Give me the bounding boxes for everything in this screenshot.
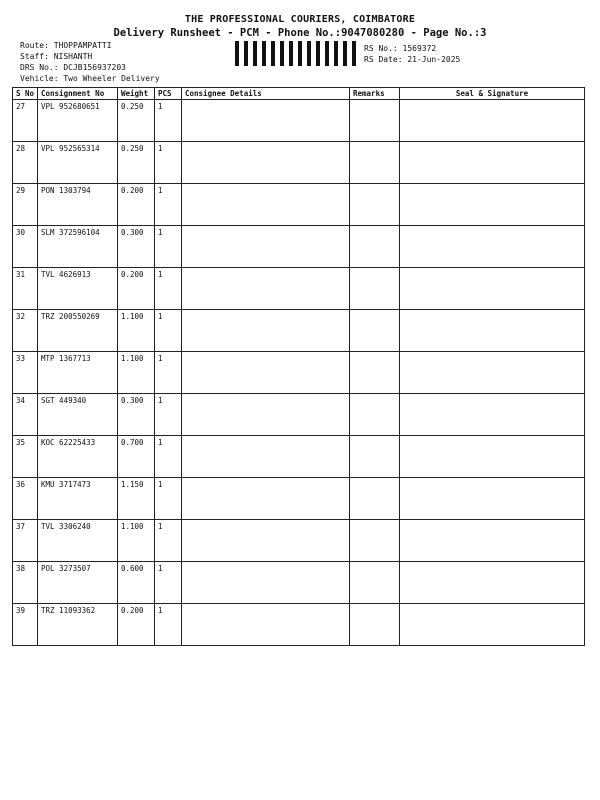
rs-number: RS No.: 1569372 (364, 44, 437, 53)
cell-sno: 34 (13, 394, 38, 436)
table-row (13, 268, 585, 310)
cell-seal (400, 352, 585, 394)
vehicle-label: Vehicle: Two Wheeler Delivery (20, 74, 160, 83)
cell-weight: 0.700 (118, 436, 155, 478)
barcode-bar (281, 41, 284, 66)
col-pcs: PCS (155, 88, 182, 100)
table-row (13, 142, 585, 184)
cell-consignment: SGT 449340 (38, 394, 118, 436)
barcode-bar (263, 41, 266, 66)
barcode-bar (352, 41, 353, 66)
barcode-bar (253, 41, 254, 66)
cell-consignee (182, 268, 350, 310)
barcode-bar (244, 41, 245, 66)
cell-consignee (182, 478, 350, 520)
barcode-bar (299, 41, 302, 66)
cell-pcs: 1 (155, 562, 182, 604)
cell-sno: 37 (13, 520, 38, 562)
table-row (13, 604, 585, 646)
cell-consignment: KOC 62225433 (38, 436, 118, 478)
cell-consignee (182, 100, 350, 142)
meta-right (364, 43, 460, 65)
cell-pcs: 1 (155, 604, 182, 646)
cell-remarks (350, 310, 400, 352)
meta-left (20, 40, 160, 84)
cell-weight: 1.100 (118, 520, 155, 562)
cell-consignment: VPL 952565314 (38, 142, 118, 184)
cell-consignee (182, 604, 350, 646)
col-consignment: Consignment No (38, 88, 118, 100)
barcode-bar (353, 41, 356, 66)
cell-sno: 39 (13, 604, 38, 646)
barcode-bar (280, 41, 281, 66)
cell-consignee (182, 310, 350, 352)
cell-seal (400, 478, 585, 520)
cell-weight: 0.250 (118, 142, 155, 184)
cell-remarks (350, 436, 400, 478)
cell-sno: 30 (13, 226, 38, 268)
barcode-bar (326, 41, 329, 66)
table-row (13, 226, 585, 268)
cell-remarks (350, 352, 400, 394)
cell-consignee (182, 436, 350, 478)
cell-consignment: TRZ 11093362 (38, 604, 118, 646)
cell-pcs: 1 (155, 436, 182, 478)
table-row (13, 184, 585, 226)
cell-consignee (182, 184, 350, 226)
cell-weight: 1.100 (118, 352, 155, 394)
barcode-bar (236, 41, 239, 66)
cell-consignee (182, 352, 350, 394)
runsheet-subtitle: Delivery Runsheet - PCM - Phone No.:9047080280 - Page No.:3 (113, 27, 487, 39)
cell-sno: 35 (13, 436, 38, 478)
table-row (13, 478, 585, 520)
col-sno: S No (13, 88, 38, 100)
cell-sno: 28 (13, 142, 38, 184)
cell-pcs: 1 (155, 184, 182, 226)
rs-date: RS Date: 21-Jun-2025 (364, 55, 461, 64)
cell-remarks (350, 604, 400, 646)
cell-remarks (350, 562, 400, 604)
col-consignee: Consignee Details (182, 88, 350, 100)
cell-seal (400, 520, 585, 562)
col-weight: Weight (118, 88, 155, 100)
barcode-bar (262, 41, 263, 66)
cell-remarks (350, 142, 400, 184)
table-row (13, 352, 585, 394)
cell-consignee (182, 394, 350, 436)
cell-seal (400, 562, 585, 604)
cell-remarks (350, 226, 400, 268)
cell-seal (400, 226, 585, 268)
cell-seal (400, 184, 585, 226)
barcode-bar (254, 41, 257, 66)
barcode-bar (290, 41, 293, 66)
cell-seal (400, 436, 585, 478)
cell-pcs: 1 (155, 100, 182, 142)
cell-weight: 0.200 (118, 184, 155, 226)
barcode-bar (317, 41, 320, 66)
route-label: Route: THOPPAMPATTI (20, 41, 112, 50)
table-row (13, 520, 585, 562)
cell-remarks (350, 520, 400, 562)
cell-seal (400, 310, 585, 352)
cell-consignee (182, 226, 350, 268)
cell-pcs: 1 (155, 226, 182, 268)
cell-sno: 32 (13, 310, 38, 352)
cell-remarks (350, 478, 400, 520)
cell-seal (400, 142, 585, 184)
cell-remarks (350, 394, 400, 436)
cell-pcs: 1 (155, 142, 182, 184)
drs-number: DRS No.: DCJB156937203 (20, 63, 126, 72)
cell-consignment: TRZ 200550269 (38, 310, 118, 352)
cell-weight: 0.600 (118, 562, 155, 604)
cell-weight: 1.100 (118, 310, 155, 352)
cell-pcs: 1 (155, 268, 182, 310)
cell-consignment: KMU 3717473 (38, 478, 118, 520)
barcode-bar (289, 41, 290, 66)
runsheet-table (12, 87, 585, 646)
barcode-bar (245, 41, 248, 66)
barcode-bar (271, 41, 272, 66)
barcode-bar (335, 41, 338, 66)
cell-seal (400, 604, 585, 646)
barcode-bar (308, 41, 311, 66)
cell-weight: 0.200 (118, 268, 155, 310)
cell-sno: 29 (13, 184, 38, 226)
cell-consignment: SLM 372596104 (38, 226, 118, 268)
cell-weight: 1.150 (118, 478, 155, 520)
cell-consignment: MTP 1367713 (38, 352, 118, 394)
cell-consignment: VPL 952680651 (38, 100, 118, 142)
barcode-bar (272, 41, 275, 66)
cell-remarks (350, 184, 400, 226)
cell-consignment: PON 1303794 (38, 184, 118, 226)
barcode-bar (307, 41, 308, 66)
barcode-bar (316, 41, 317, 66)
cell-consignment: TVL 4626913 (38, 268, 118, 310)
barcode-bar (344, 41, 347, 66)
cell-pcs: 1 (155, 478, 182, 520)
cell-consignment: TVL 3306240 (38, 520, 118, 562)
staff-label: Staff: NISHANTH (20, 52, 93, 61)
table-body (13, 100, 585, 646)
table-row (13, 394, 585, 436)
table-row (13, 562, 585, 604)
cell-pcs: 1 (155, 520, 182, 562)
cell-weight: 0.250 (118, 100, 155, 142)
barcode-bar (343, 41, 344, 66)
cell-weight: 0.200 (118, 604, 155, 646)
cell-consignee (182, 520, 350, 562)
barcode-bar (325, 41, 326, 66)
barcode-bar (334, 41, 335, 66)
cell-weight: 0.300 (118, 226, 155, 268)
cell-pcs: 1 (155, 310, 182, 352)
cell-pcs: 1 (155, 394, 182, 436)
company-title: THE PROFESSIONAL COURIERS, COIMBATORE (184, 14, 416, 25)
barcode-bar (235, 41, 236, 66)
cell-sno: 38 (13, 562, 38, 604)
cell-consignment: POL 3273507 (38, 562, 118, 604)
cell-sno: 27 (13, 100, 38, 142)
table-row (13, 100, 585, 142)
cell-seal (400, 100, 585, 142)
cell-remarks (350, 100, 400, 142)
cell-sno: 31 (13, 268, 38, 310)
cell-consignee (182, 142, 350, 184)
table-row (13, 436, 585, 478)
cell-pcs: 1 (155, 352, 182, 394)
barcode-image (232, 41, 356, 66)
cell-seal (400, 268, 585, 310)
table-row (13, 310, 585, 352)
cell-sno: 33 (13, 352, 38, 394)
cell-sno: 36 (13, 478, 38, 520)
cell-consignee (182, 562, 350, 604)
barcode-bar (298, 41, 299, 66)
table-header-row (13, 88, 585, 100)
col-seal: Seal & Signature (400, 88, 585, 100)
cell-remarks (350, 268, 400, 310)
cell-seal (400, 394, 585, 436)
cell-weight: 0.300 (118, 394, 155, 436)
col-remarks: Remarks (350, 88, 400, 100)
